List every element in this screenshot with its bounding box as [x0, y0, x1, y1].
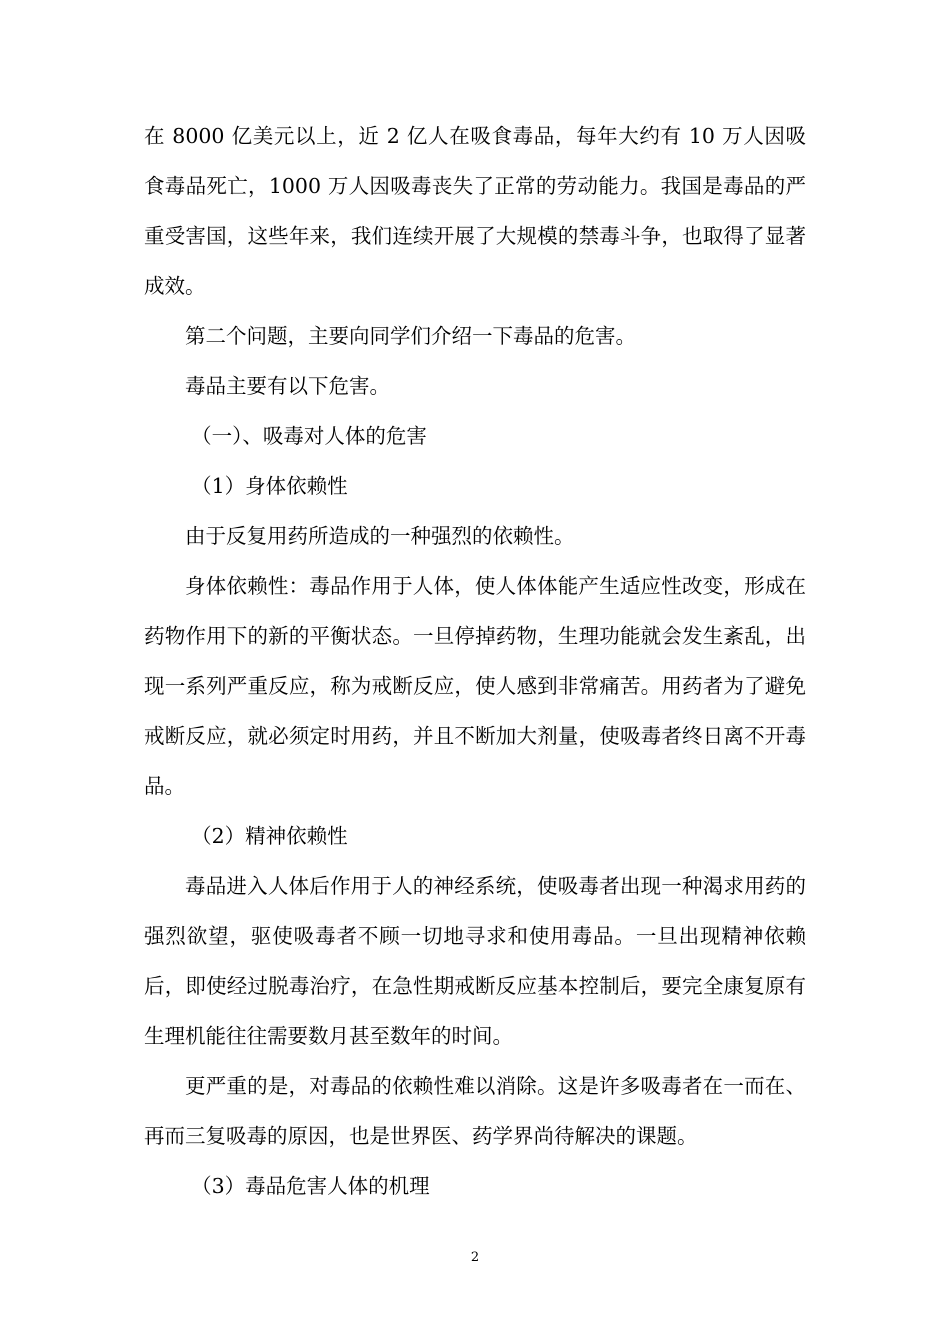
section-heading-body-harm: （一）、吸毒对人体的危害	[191, 424, 427, 448]
subheading-mental-dependence: （2）精神依赖性	[191, 824, 348, 848]
paragraph-harm-intro: 毒品主要有以下危害。	[185, 374, 390, 398]
document-body	[144, 111, 806, 1211]
page-number: 2	[470, 1250, 480, 1265]
paragraph-second-question: 第二个问题，主要向同学们介绍一下毒品的危害。	[185, 324, 636, 348]
paragraph-physical-dependence: 身体依赖性：毒品作用于人体，使人体体能产生适应性改变，形成在药物作用下的新的平衡状态。一旦停掉药物，生理功能就会发生紊乱，出现一系列严重反应，称为戒断反应，使人感到非常痛苦。用药者为了避免戒断反应，就必须定时用药，并且不断加大剂量，使吸毒者终日离不开毒品。	[144, 574, 806, 798]
paragraph-dependence-definition: 由于反复用药所造成的一种强烈的依赖性。	[185, 524, 575, 548]
paragraph-relapse: 更严重的是，对毒品的依赖性难以消除。这是许多吸毒者在一而在、再而三复吸毒的原因，也是世界医、药学界尚待解决的课题。	[144, 1074, 806, 1148]
paragraph-continuation: 在 8000 亿美元以上，近 2 亿人在吸食毒品，每年大约有 10 万人因吸食毒品死亡，1000 万人因吸毒丧失了正常的劳动能力。我国是毒品的严重受害国，这些年来，我们连续开展了大规模的禁毒斗争，也取得了显著成效。	[144, 124, 806, 298]
paragraph-mental-dependence: 毒品进入人体后作用于人的神经系统，使吸毒者出现一种渴求用药的强烈欲望，驱使吸毒者不顾一切地寻求和使用毒品。一旦出现精神依赖后，即使经过脱毒治疗，在急性期戒断反应基本控制后，要完全康复原有生理机能往往需要数月甚至数年的时间。	[144, 874, 806, 1048]
subheading-physical-dependence: （1）身体依赖性	[191, 474, 348, 498]
subheading-mechanism: （3）毒品危害人体的机理	[191, 1174, 430, 1198]
